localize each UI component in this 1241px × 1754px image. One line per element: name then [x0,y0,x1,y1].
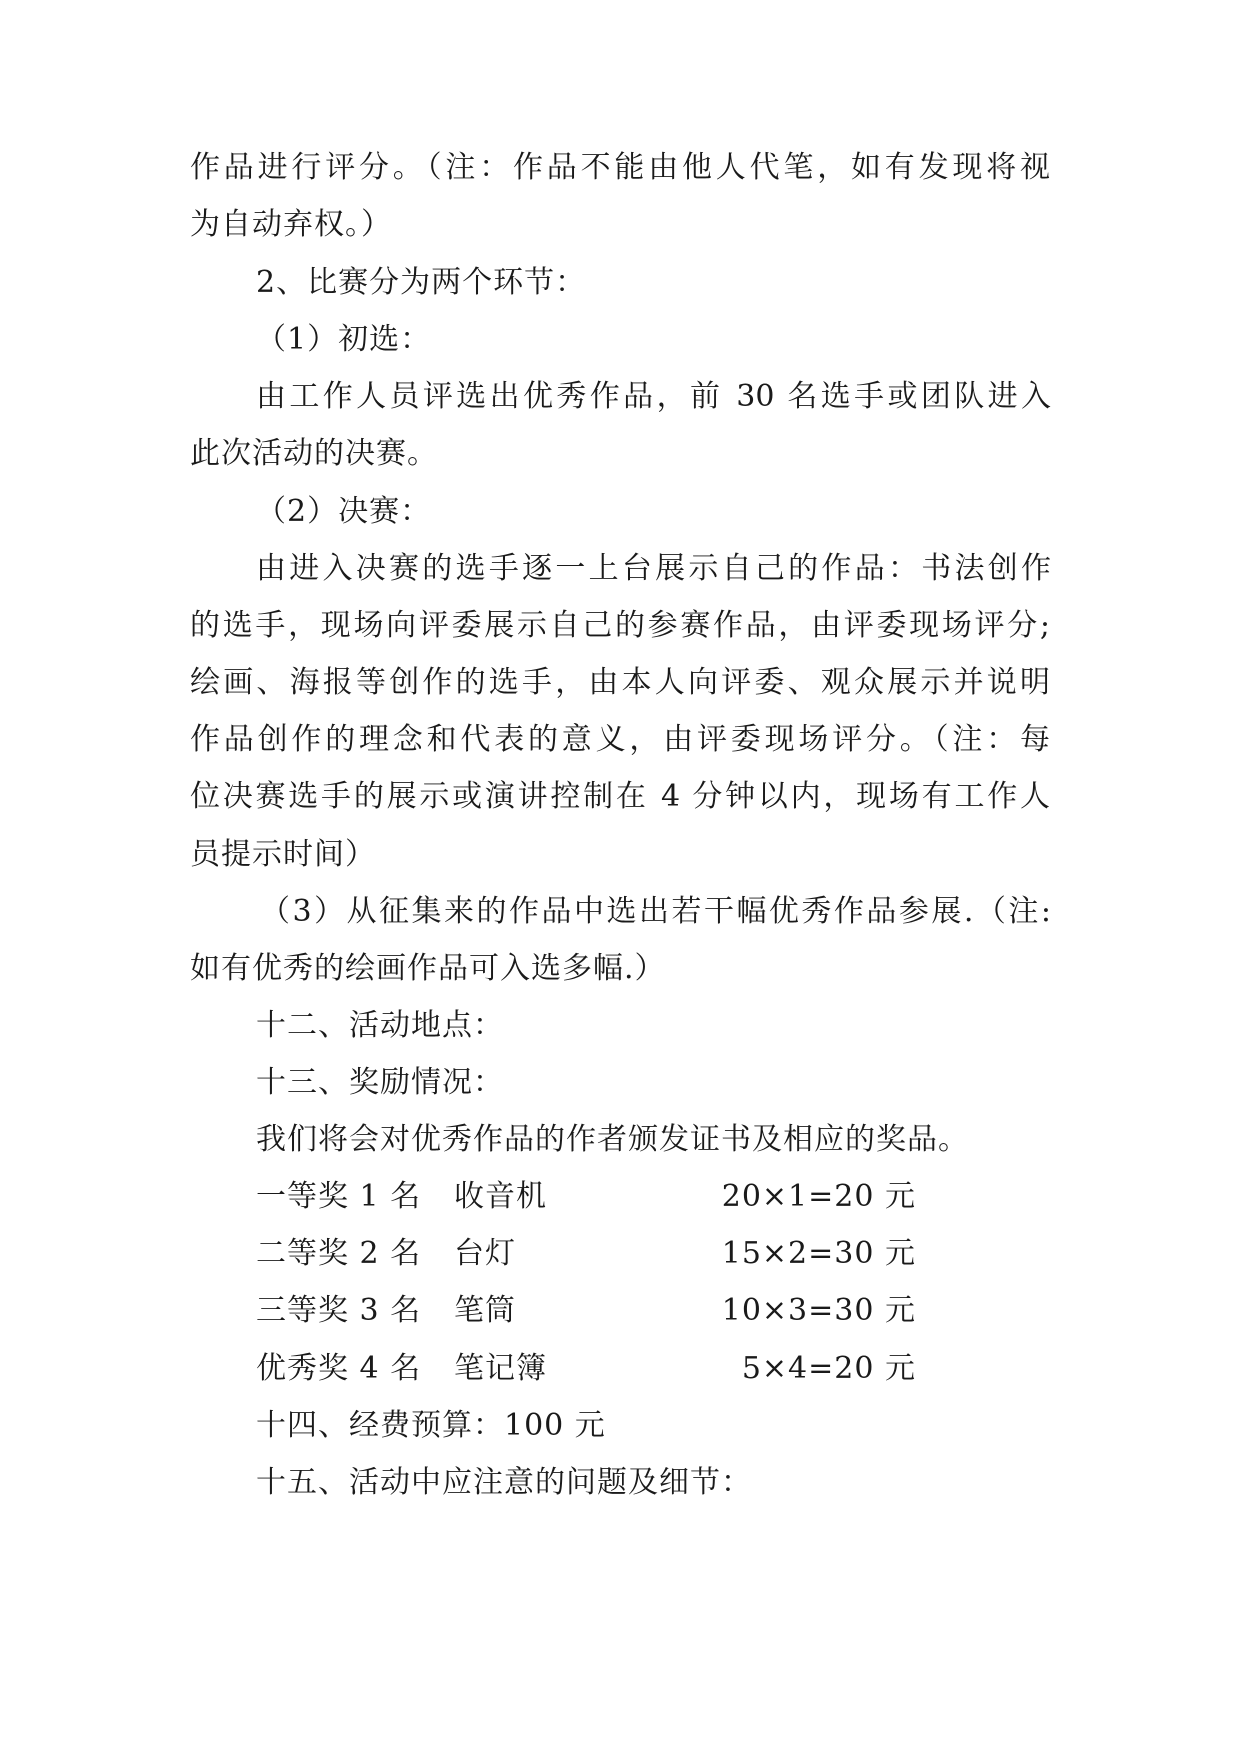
subsection-heading: （1）初选： [256,322,432,357]
section-heading: 十五、活动中应注意的问题及细节： [256,1465,752,1500]
prize-rank: 三等奖 3 名 [256,1293,422,1328]
paragraph-line: 绘画、海报等创作的选手，由本人向评委、观众展示并说明 [190,665,1050,700]
section-heading: 十四、经费预算：100 元 [256,1408,606,1443]
prize-cost: 20×1=20 元 [721,1179,916,1214]
prize-item: 笔筒 [454,1293,516,1328]
prize-row [256,1349,956,1389]
section-heading: 2、比赛分为两个环节： [256,265,587,300]
prize-rank: 优秀奖 4 名 [256,1351,422,1386]
prize-item: 台灯 [454,1236,516,1271]
paragraph-line: 如有优秀的绘画作品可入选多幅.） [190,951,666,986]
paragraph-line: 我们将会对优秀作品的作者颁发证书及相应的奖品。 [256,1122,969,1157]
subsection-heading: （2）决赛： [256,494,432,529]
section-heading: 十二、活动地点： [256,1008,504,1043]
prize-rank: 二等奖 2 名 [256,1236,422,1271]
paragraph-line: 的选手，现场向评委展示自己的参赛作品，由评委现场评分; [190,608,1050,643]
prize-item: 收音机 [454,1179,547,1214]
prize-row [256,1177,956,1217]
paragraph-line: 作品创作的理念和代表的意义，由评委现场评分。（注：每 [190,722,1050,757]
prize-cost: 5×4=20 元 [741,1351,916,1386]
paragraph-line: 为自动弃权。） [190,207,392,242]
paragraph-line: 作品进行评分。（注：作品不能由他人代笔，如有发现将视 [190,150,1050,185]
paragraph-line: 员提示时间） [190,837,376,872]
prize-cost: 15×2=30 元 [721,1236,916,1271]
paragraph-line: 位决赛选手的展示或演讲控制在 4 分钟以内，现场有工作人 [190,779,1050,814]
prize-cost: 10×3=30 元 [721,1293,916,1328]
paragraph-line: 此次活动的决赛。 [190,436,438,471]
prize-row [256,1234,956,1274]
paragraph-line: 由工作人员评选出优秀作品，前 30 名选手或团队进入 [256,379,1051,414]
paragraph-line: 由进入决赛的选手逐一上台展示自己的作品：书法创作 [256,551,1051,586]
paragraph-line: （3）从征集来的作品中选出若干幅优秀作品参展.（注: [260,894,1051,929]
prize-item: 笔记簿 [454,1351,547,1386]
prize-row [256,1291,956,1331]
section-heading: 十三、奖励情况： [256,1065,504,1100]
prize-rank: 一等奖 1 名 [256,1179,422,1214]
